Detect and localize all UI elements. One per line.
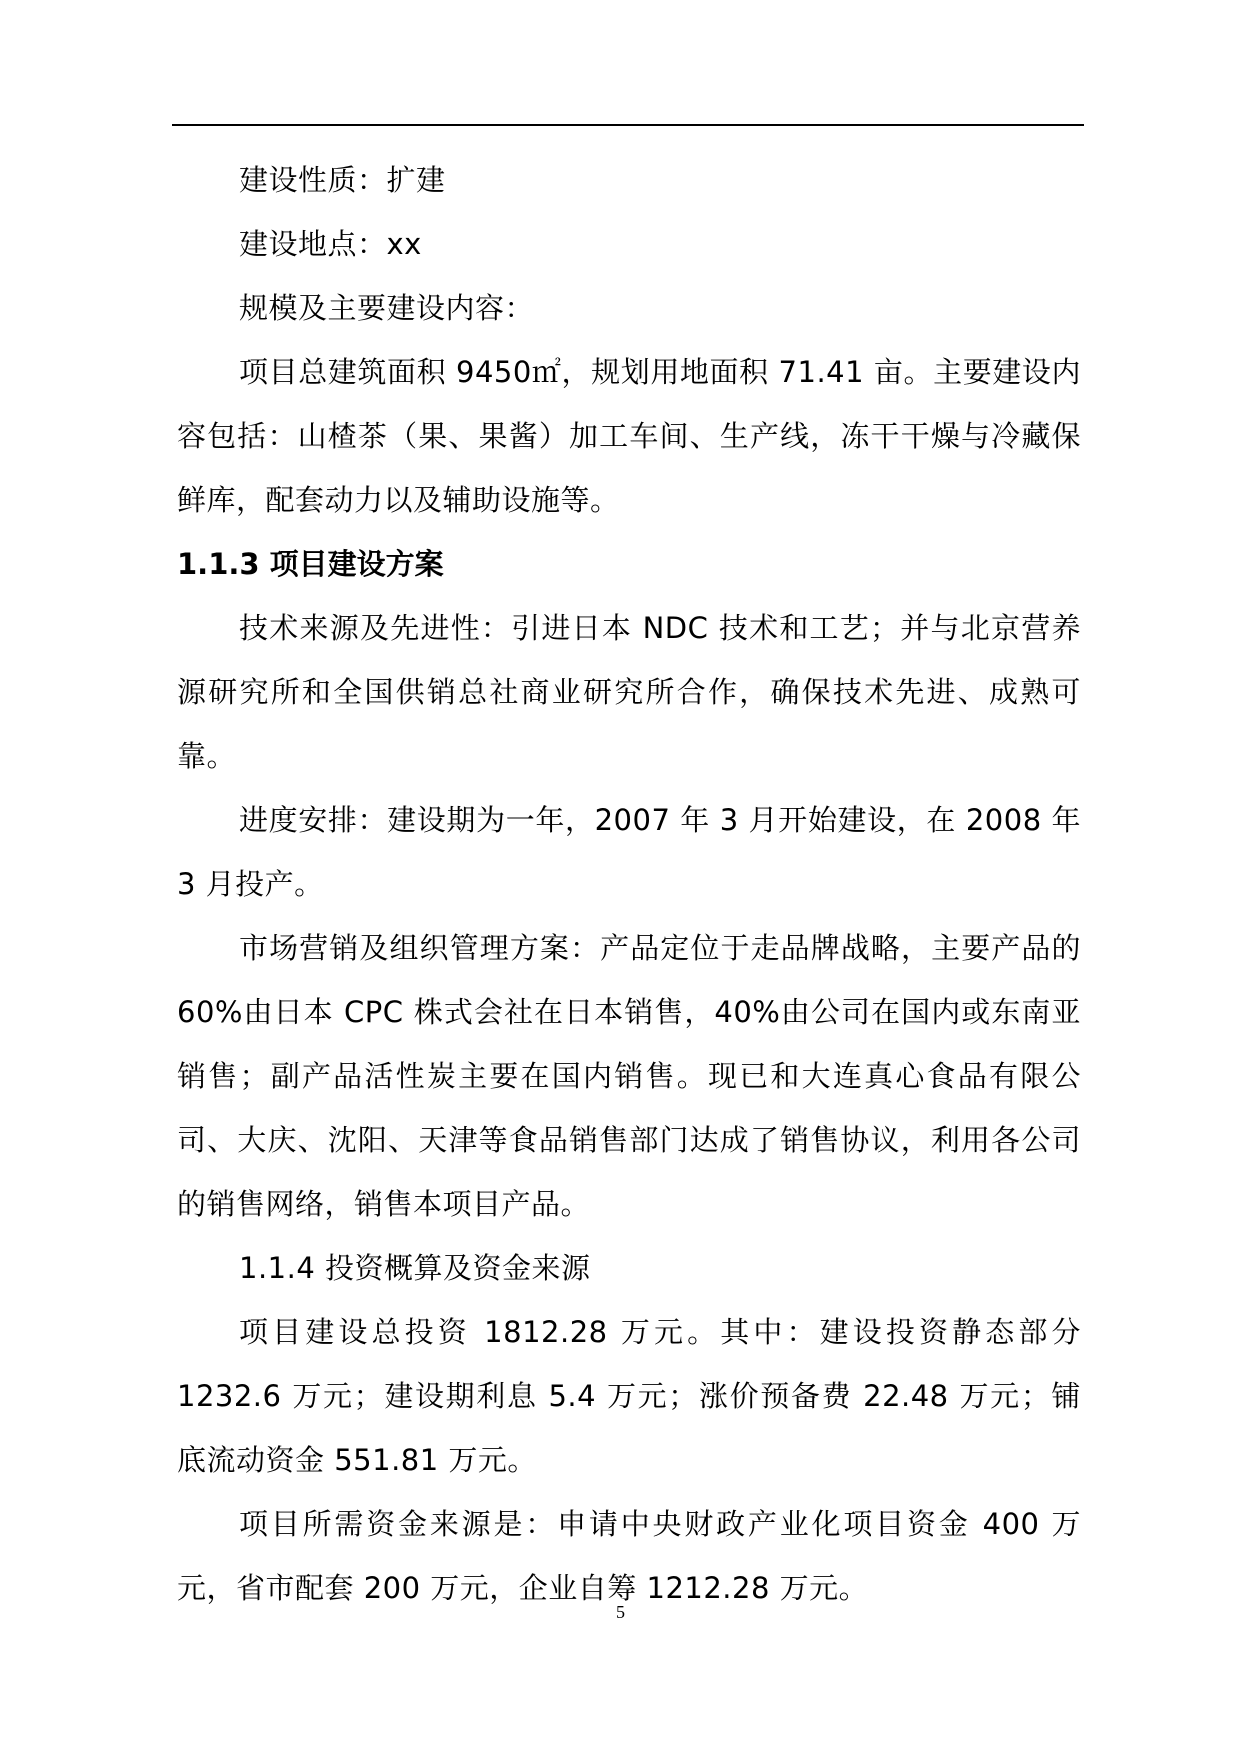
header-rule [172,124,1084,126]
paragraph-scale-label: 规模及主要建设内容： [239,291,535,325]
paragraph-construction-nature: 建设性质：扩建 [239,163,446,197]
section-heading-1-1-4: 1.1.4 投资概算及资金来源 [239,1251,591,1285]
paragraph-construction-site: 建设地点：xx [239,227,422,261]
paragraph-scale-content: 项目总建筑面积 9450㎡，规划用地面积 71.41 亩。主要建设内容包括：山楂茶（果、果酱）加工车间、生产线，冻干干燥与冷藏保鲜库，配套动力以及辅助设施等。 [177,355,1081,517]
page-number: 5 [616,1602,625,1622]
paragraph-schedule: 进度安排：建设期为一年，2007 年 3 月开始建设，在 2008 年 3 月投产。 [177,803,1081,901]
paragraph-marketing: 市场营销及组织管理方案：产品定位于走品牌战略，主要产品的 60%由日本 CPC 株式会社在日本销售，40%由公司在国内或东南亚销售；副产品活性炭主要在国内销售。现已和大连真心食品有限公司、大庆、沈阳、天津等食品销售部门达成了销售协议，利用各公司的销售网络，销售本项目产品。 [177,931,1081,1221]
paragraph-technology-source: 技术来源及先进性：引进日本 NDC 技术和工艺；并与北京营养源研究所和全国供销总社商业研究所合作，确保技术先进、成熟可靠。 [177,611,1081,773]
section-heading-1-1-3: 1.1.3 项目建设方案 [177,547,444,581]
paragraph-funding-source: 项目所需资金来源是：申请中央财政产业化项目资金 400 万元，省市配套 200 万元，企业自筹 1212.28 万元。 [177,1507,1081,1605]
document-body [177,148,1081,1620]
paragraph-total-investment: 项目建设总投资 1812.28 万元。其中：建设投资静态部分 1232.6 万元；建设期利息 5.4 万元；涨价预备费 22.48 万元；铺底流动资金 551.81 万元。 [177,1315,1081,1477]
